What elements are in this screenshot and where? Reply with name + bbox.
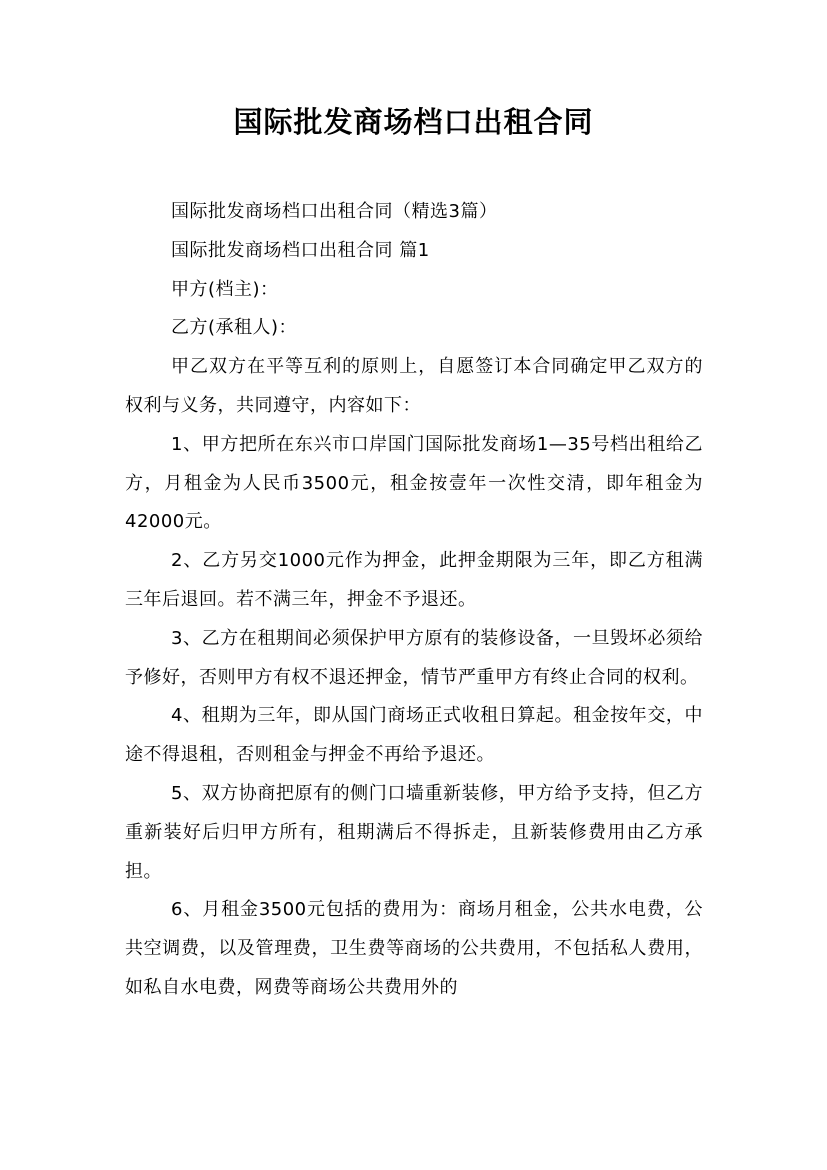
paragraph-clause-1: 1、甲方把所在东兴市口岸国门国际批发商场1—35号档出租给乙方，月租金为人民币3500元，租金按壹年一次性交清，即年租金为42000元。	[125, 433, 703, 533]
paragraph-subtitle: 国际批发商场档口出租合同（精选3篇）	[171, 201, 498, 222]
paragraph-clause-5: 5、双方协商把原有的侧门口墙重新装修，甲方给予支持，但乙方重新装好后归甲方所有，租期满后不得拆走，且新装修费用由乙方承担。	[125, 782, 703, 882]
paragraph-clause-3: 3、乙方在租期间必须保护甲方原有的装修设备，一旦毁坏必须给予修好，否则甲方有权不退还押金，情节严重甲方有终止合同的权利。	[125, 627, 703, 688]
paragraph-clause-6: 6、月租金3500元包括的费用为：商场月租金，公共水电费，公共空调费，以及管理费，卫生费等商场的公共费用，不包括私人费用，如私自水电费，网费等商场公共费用外的	[125, 899, 703, 998]
paragraph-clause-2: 2、乙方另交1000元作为押金，此押金期限为三年，即乙方租满三年后退回。若不满三年，押金不予退还。	[125, 550, 703, 610]
paragraph-clause-4: 4、租期为三年，即从国门商场正式收租日算起。租金按年交，中途不得退租，否则租金与押金不再给予退还。	[125, 705, 703, 766]
paragraph-party-b: 乙方(承租人)：	[171, 317, 298, 339]
paragraph-party-a: 甲方(档主)：	[171, 278, 279, 300]
paragraph-section-heading: 国际批发商场档口出租合同 篇1	[171, 239, 430, 261]
document-title: 国际批发商场档口出租合同	[233, 105, 594, 139]
document-body	[125, 193, 703, 1008]
paragraph-preamble: 甲乙双方在平等互利的原则上，自愿签订本合同确定甲乙双方的权利与义务，共同遵守，内容如下：	[125, 356, 703, 416]
